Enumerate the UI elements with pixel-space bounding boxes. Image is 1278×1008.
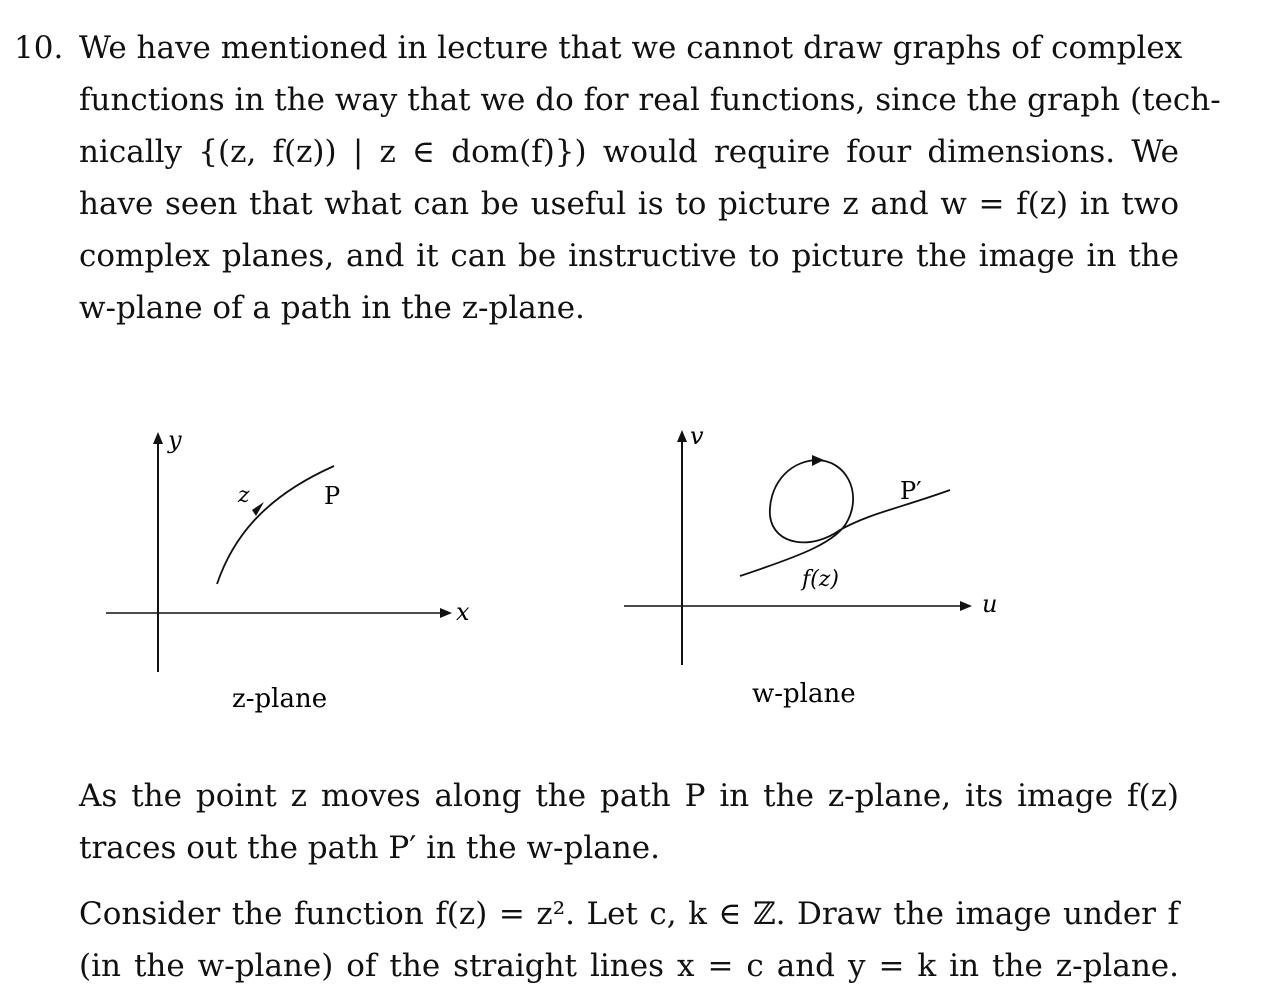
w-plane-caption: w-plane	[752, 679, 856, 709]
intro-paragraph	[79, 22, 1221, 334]
intro-line: complex planes, and it can be instructive to picture the image in the	[79, 238, 1179, 274]
intro-line: nically {(z, f(z)) | z ∈ dom(f)}) would require four dimensions. We	[79, 134, 1179, 170]
z-plane-diagram	[106, 426, 470, 714]
z-plane-caption: z-plane	[232, 684, 328, 714]
caption-line: As the point z moves along the path P in the z-plane, its image f(z)	[79, 778, 1179, 814]
u-axis-label: u	[982, 590, 998, 618]
path-direction-arrow	[252, 502, 264, 516]
intro-line: We have mentioned in lecture that we cannot draw graphs of complex	[79, 30, 1183, 66]
task-line: (in the w-plane) of the straight lines x = c and y = k in the z-plane.	[79, 948, 1179, 984]
loop-direction-arrow	[812, 455, 824, 466]
x-axis-label: x	[456, 598, 470, 626]
intro-line: w-plane of a path in the z-plane.	[79, 290, 585, 326]
image-fz-label: f(z)	[802, 567, 839, 592]
complex-mapping-figure	[0, 380, 1278, 750]
path-p-curve	[217, 466, 334, 584]
task-paragraph	[79, 888, 1179, 992]
y-axis-arrowhead	[153, 432, 163, 444]
v-axis-label: v	[690, 422, 704, 450]
y-axis-label: y	[168, 426, 182, 454]
intro-line: have seen that what can be useful is to picture z and w = f(z) in two	[79, 186, 1179, 222]
caption-line: traces out the path P′ in the w-plane.	[79, 830, 660, 866]
v-axis-arrowhead	[677, 430, 687, 442]
x-axis-arrowhead	[440, 608, 452, 618]
point-z-label: z	[238, 483, 250, 508]
intro-line: functions in the way that we do for real functions, since the graph (tech-	[79, 82, 1221, 118]
caption-paragraph	[79, 770, 1179, 874]
problem-number: 10.	[14, 30, 64, 66]
u-axis-arrowhead	[960, 601, 972, 611]
path-p-prime-label: P′	[900, 477, 922, 505]
task-line: Consider the function f(z) = z². Let c, k ∈ ℤ. Draw the image under f	[79, 896, 1179, 932]
w-plane-diagram	[624, 422, 997, 709]
path-p-label: P	[324, 482, 341, 510]
